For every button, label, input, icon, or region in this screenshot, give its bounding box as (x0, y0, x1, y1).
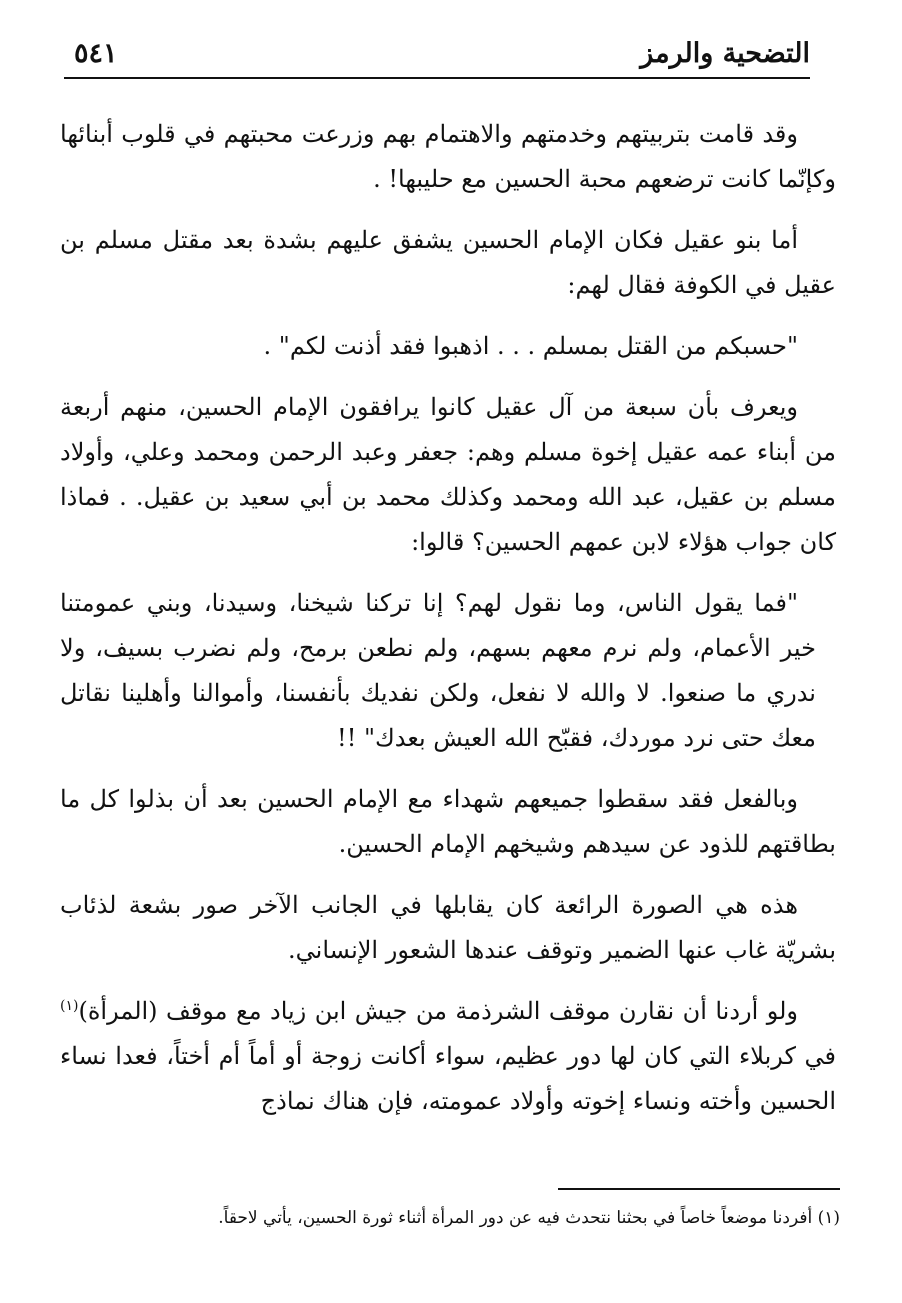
paragraph-3: ويعرف بأن سبعة من آل عقيل كانوا يرافقون الإمام الحسين، منهم أربعة من أبناء عمه عقيل إخوة مسلم وهم: جعفر وعبد الرحمن ومحمد وعلي، وأولاد مسلم بن عقيل، عبد الله ومحمد وكذلك محمد بن أبي سعيد بن عقيل. . فماذا كان جواب هؤلاء لابن عمهم الحسين؟ قالوا: (60, 393, 836, 556)
paragraph-2: أما بنو عقيل فكان الإمام الحسين يشفق عليهم بشدة بعد مقتل مسلم بن عقيل في الكوفة فقال لهم: (60, 226, 836, 299)
paragraph-5: هذه هي الصورة الرائعة كان يقابلها في الجانب الآخر صور بشعة لذئاب بشريّة غاب عنها الضمير وتوقف عندها الشعور الإنساني. (60, 891, 836, 964)
running-header (64, 34, 810, 74)
footnote-reference: (١) (60, 998, 79, 1014)
paragraph-4: وبالفعل فقد سقطوا جميعهم شهداء مع الإمام الحسين بعد أن بذلوا كل ما بطاقتهم للذود عن سيدهم وشيخهم الإمام الحسين. (60, 785, 836, 858)
paragraph-6-start: ولو أردنا أن نقارن موقف الشرذمة من جيش ابن زياد مع موقف (المرأة) (78, 997, 798, 1025)
body-text (60, 112, 836, 1140)
page-number: ٥٤١ (74, 38, 118, 69)
quote-1: "حسبكم من القتل بمسلم . . . اذهبوا فقد أذنت لكم" . (263, 332, 798, 360)
paragraph-1: وقد قامت بتربيتهم وخدمتهم والاهتمام بهم وزرعت محبتهم في قلوب أبنائها وكإنّما كانت ترضعهم محبة الحسين مع حليبها! . (60, 120, 836, 193)
running-title: التضحية والرمز (640, 38, 810, 69)
footnote-rule (558, 1188, 840, 1190)
quote-2: "فما يقول الناس، وما نقول لهم؟ إنا تركنا شيخنا، وسيدنا، وبني عمومتنا خير الأعمام، ولم نرم معهم بسهم، ولم نطعن برمح، ولم نضرب بسيف، ولا ندري ما صنعوا. لا والله لا نفعل، ولكن نفديك بأنفسنا، وأموالنا وأهلينا نقاتل معك حتى نرد موردك، فقبّح الله العيش بعدك" !! (60, 589, 816, 752)
paragraph-6-end: في كربلاء التي كان لها دور عظيم، سواء أكانت زوجة أو أماً أم أختاً، فعدا نساء الحسين وأخته ونساء إخوته وأولاد عمومته، فإن هناك نماذج (60, 1042, 836, 1115)
paragraph-6 (60, 989, 836, 1124)
footnote: (١) أفردنا موضعاً خاصاً في بحثنا نتحدث فيه عن دور المرأة أثناء ثورة الحسين، يأتي لاحقاً. (218, 1208, 840, 1228)
header-rule (64, 77, 810, 79)
